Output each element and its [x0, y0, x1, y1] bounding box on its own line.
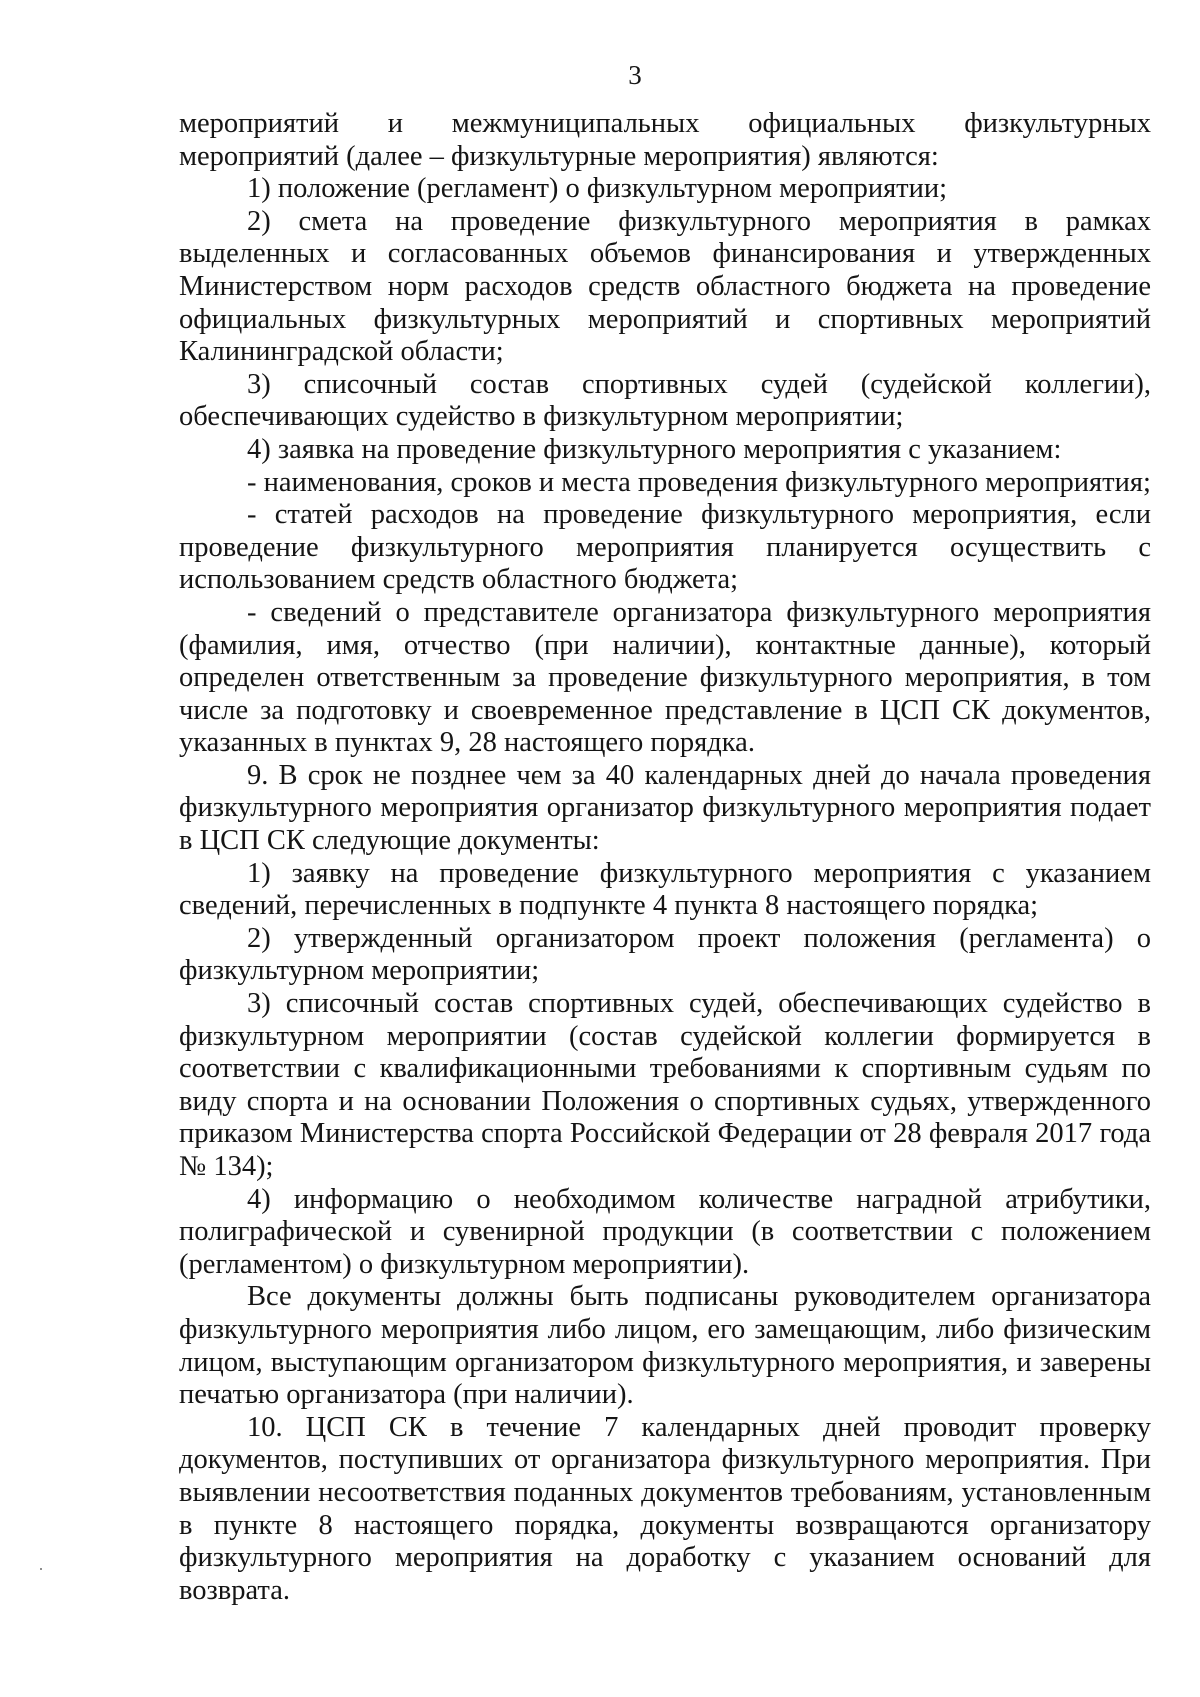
paragraph-item-application: 4) заявка на проведение физкультурного мероприятия с указанием: [247, 433, 1062, 465]
paragraph-subitem-name-dates: - наименования, сроков и места проведения физкультурного мероприятия; [247, 466, 1151, 498]
paragraph-subitem-representative: - сведений о представителе организатора физкультурного мероприятия (фамилия, имя, отчество (при наличии), контактные данные), который определен ответственным за проведение физкультурного мероприятия, в том числе за подготовку и своевременное представление в ЦСП СК документов, указанных в пунктах 9, 28 настоящего порядка. [179, 596, 1151, 759]
paragraph-clause-9-item-2: 2) утвержденный организатором проект положения (регламента) о физкультурном мероприятии; [179, 922, 1151, 987]
paragraph-item-judges-list: 3) списочный состав спортивных судей (судейской коллегии), обеспечивающих судейство в физкультурном мероприятии; [179, 368, 1151, 433]
paragraph-item-estimate: 2) смета на проведение физкультурного мероприятия в рамках выделенных и согласованных объемов финансирования и утвержденных Министерством норм расходов средств областного бюджета на проведение официальных физкультурных мероприятий и спортивных мероприятий Калининградской области; [179, 205, 1151, 368]
paragraph-clause-9: 9. В срок не позднее чем за 40 календарных дней до начала проведения физкультурного мероприятия организатор физкультурного мероприятия подает в ЦСП СК следующие документы: [179, 759, 1151, 857]
paragraph-continuation: мероприятий и межмуниципальных официальных физкультурных мероприятий (далее – физкультурные мероприятия) являются: [179, 108, 1151, 172]
document-body [179, 108, 1151, 1607]
paragraph-clause-9-item-1: 1) заявку на проведение физкультурного мероприятия с указанием сведений, перечисленных в подпункте 4 пункта 8 настоящего порядка; [179, 857, 1151, 922]
scan-artifact-dot [40, 1568, 42, 1570]
page-number: 3 [628, 60, 642, 90]
paragraph-signature-requirement: Все документы должны быть подписаны руководителем организатора физкультурного мероприятия либо лицом, его замещающим, либо физическим лицом, выступающим организатором физкультурного мероприятия, и заверены печатью организатора (при наличии). [179, 1281, 1151, 1411]
paragraph-clause-9-item-4: 4) информацию о необходимом количестве наградной атрибутики, полиграфической и сувенирной продукции (в соответствии с положением (регламентом) о физкультурном мероприятии). [179, 1183, 1151, 1280]
paragraph-clause-10: 10. ЦСП СК в течение 7 календарных дней проводит проверку документов, поступивших от организатора физкультурного мероприятия. При выявлении несоответствия поданных документов требованиям, установленным в пункте 8 настоящего порядка, документы возвращаются организатору физкультурного мероприятия на доработку с указанием оснований для возврата. [179, 1411, 1151, 1606]
paragraph-clause-9-item-3: 3) списочный состав спортивных судей, обеспечивающих судейство в физкультурном мероприятии (состав судейской коллегии формируется в соответствии с квалификационными требованиями к спортивным судьям по виду спорта и на основании Положения о спортивных судьях, утвержденного приказом Министерства спорта Российской Федерации от 28 февраля 2017 года № 134); [179, 988, 1151, 1182]
paragraph-subitem-expenses: - статей расходов на проведение физкультурного мероприятия, если проведение физкультурного мероприятия планируется осуществить с использованием средств областного бюджета; [179, 499, 1151, 596]
paragraph-item-regulation: 1) положение (регламент) о физкультурном мероприятии; [247, 173, 948, 205]
